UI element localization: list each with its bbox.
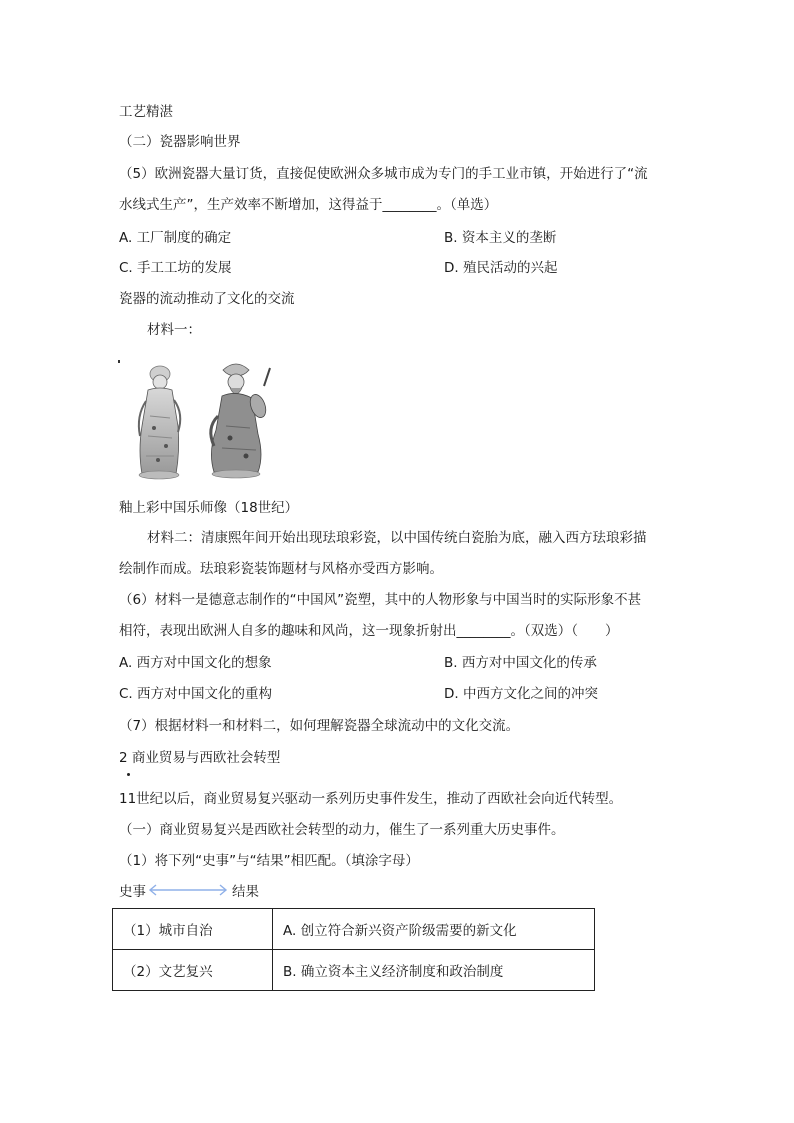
q5-line1: （5）欧洲瓷器大量订货，直接促使欧洲众多城市成为专门的手工业市镇，开始进行了“流 (119, 166, 648, 182)
section1-title: （一）商业贸易复兴是西欧社会转型的动力，催生了一系列重大历史事件。 (119, 822, 565, 838)
q6-line1: （6）材料一是德意志制作的“中国风”瓷塑，其中的人物形象与中国当时的实际形象不甚 (119, 592, 642, 608)
q5-line2: 水线式生产”，生产效率不断增加，这得益于________。（单选） (119, 197, 498, 213)
q7-prompt: （7）根据材料一和材料二，如何理解瓷器全球流动中的文化交流。 (119, 718, 520, 734)
material2-line1: 材料二：清康熙年间开始出现珐琅彩瓷，以中国传统白瓷胎为底，融入西方珐琅彩描 (147, 530, 647, 546)
q6-option-b: B. 西方对中国文化的传承 (444, 655, 597, 671)
heading-craft: 工艺精湛 (119, 104, 173, 120)
q5-option-b: B. 资本主义的垄断 (444, 230, 557, 246)
material1-label: 材料一： (147, 322, 201, 338)
table-row (113, 909, 595, 950)
label-results: 结果 (232, 884, 259, 900)
q6-option-d: D. 中西方文化之间的冲突 (444, 686, 598, 702)
list-bullet (127, 773, 130, 776)
q1-prompt: （1）将下列“史事”与“结果”相匹配。（填涂字母） (119, 853, 419, 869)
q5-option-d: D. 殖民活动的兴起 (444, 260, 558, 276)
result-cell: A. 创立符合新兴资产阶级需要的新文化 (273, 909, 595, 950)
q5-option-c: C. 手工工坊的发展 (119, 260, 232, 276)
musician-figure-right (211, 364, 270, 478)
q5-option-a: A. 工厂制度的确定 (119, 230, 232, 246)
q6-line2: 相符，表现出欧洲人自多的趣味和风尚，这一现象折射出________。（双选）（ ） (119, 623, 619, 639)
event-cell: （2）文艺复兴 (113, 950, 273, 991)
q6-option-c: C. 西方对中国文化的重构 (119, 686, 273, 702)
label-events: 史事 (119, 884, 146, 900)
double-arrow-icon (147, 882, 229, 898)
material2-line2: 绘制作而成。珐琅彩瓷装饰题材与风格亦受西方影响。 (119, 561, 443, 577)
result-cell: B. 确立资本主义经济制度和政治制度 (273, 950, 595, 991)
event-cell: （1）城市自治 (113, 909, 273, 950)
match-table (112, 908, 595, 991)
intro-paragraph: 11世纪以后，商业贸易复兴驱动一系列历史事件发生，推动了西欧社会向近代转型。 (119, 791, 623, 807)
q6-option-a: A. 西方对中国文化的想象 (119, 655, 272, 671)
figure-caption: 釉上彩中国乐师像（18世纪） (119, 500, 299, 516)
heading-flow: 瓷器的流动推动了文化的交流 (119, 291, 295, 307)
porcelain-musicians-image (118, 356, 283, 481)
musician-figure-left (139, 366, 180, 479)
section2-title: （二）瓷器影响世界 (119, 134, 241, 150)
part2-title: 2 商业贸易与西欧社会转型 (119, 750, 281, 766)
table-row (113, 950, 595, 991)
